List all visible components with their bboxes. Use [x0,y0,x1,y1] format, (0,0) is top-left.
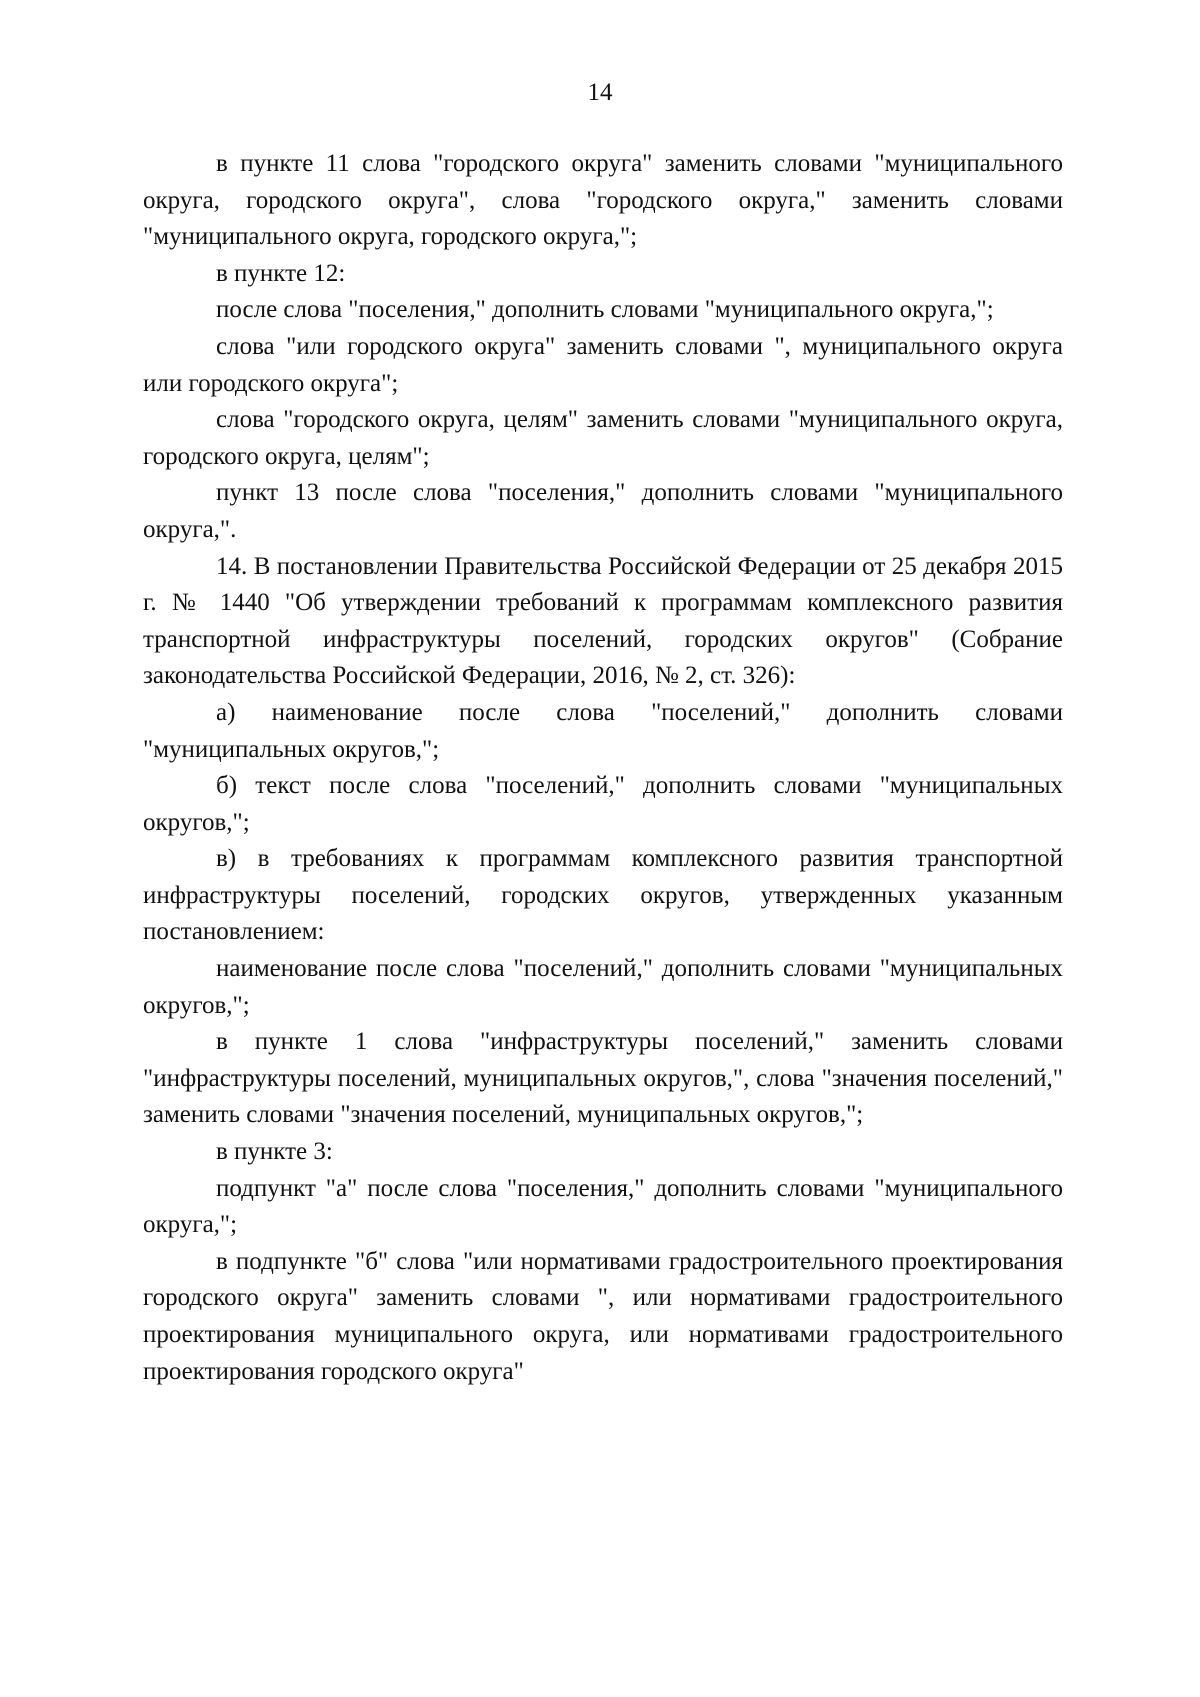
paragraph-9: б) текст после слова "поселений," дополнить словами "муниципальных округов,"; [143,772,1063,836]
paragraph-13: в пункте 3: [216,1138,333,1166]
page-number: 14 [587,79,613,106]
paragraph-5: слова "городского округа, целям" заменить словами "муниципального округа, городского округа, целям"; [143,406,1063,470]
paragraph-8: а) наименование после слова "поселений," дополнить словами "муниципальных округов,"; [143,698,1063,763]
paragraph-6: пункт 13 после слова "поселения," дополнить словами "муниципального округа,". [143,479,1063,543]
paragraph-10: в) в требованиях к программам комплексного развития транспортной инфраструктуры поселений, городских округов, утвержденных указанным постановлением: [143,845,1063,946]
paragraph-2: в пункте 12: [216,259,346,287]
paragraph-14: подпункт "а" после слова "поселения," дополнить словами "муниципального округа,"; [143,1174,1063,1239]
paragraph-3: после слова "поселения," дополнить словами "муниципального округа,"; [216,296,994,324]
paragraph-11: наименование после слова "поселений," дополнить словами "муниципальных округов,"; [143,955,1063,1019]
paragraph-4: слова "или городского округа" заменить словами ", муниципального округа или городского округа"; [143,332,1063,397]
paragraph-15: в подпункте "б" слова "или нормативами градостроительного проектирования городского округа" заменить словами ", или нормативами градостроительного проектирования муниципального округа, или нормативами градостроительного проектирования городского округа" [143,1247,1063,1385]
paragraph-7: 14. В постановлении Правительства Российской Федерации от 25 декабря 2015 г. № 1440 "Об утверждении требований к программам комплексного развития транспортной инфраструктуры поселений, городских округов" (Собрание законодательства Российской Федерации, 2016, № 2, ст. 326): [143,552,1063,690]
document-body [143,146,1063,1390]
paragraph-12: в пункте 1 слова "инфраструктуры поселений," заменить словами "инфраструктуры поселений, муниципальных округов,", слова "значения поселений," заменить словами "значения поселений, муниципальных округов,"; [143,1028,1063,1129]
paragraph-1: в пункте 11 слова "городского округа" заменить словами "муниципального округа, городского округа", слова "городского округа," заменить словами "муниципального округа, городского округа,"; [143,150,1063,251]
